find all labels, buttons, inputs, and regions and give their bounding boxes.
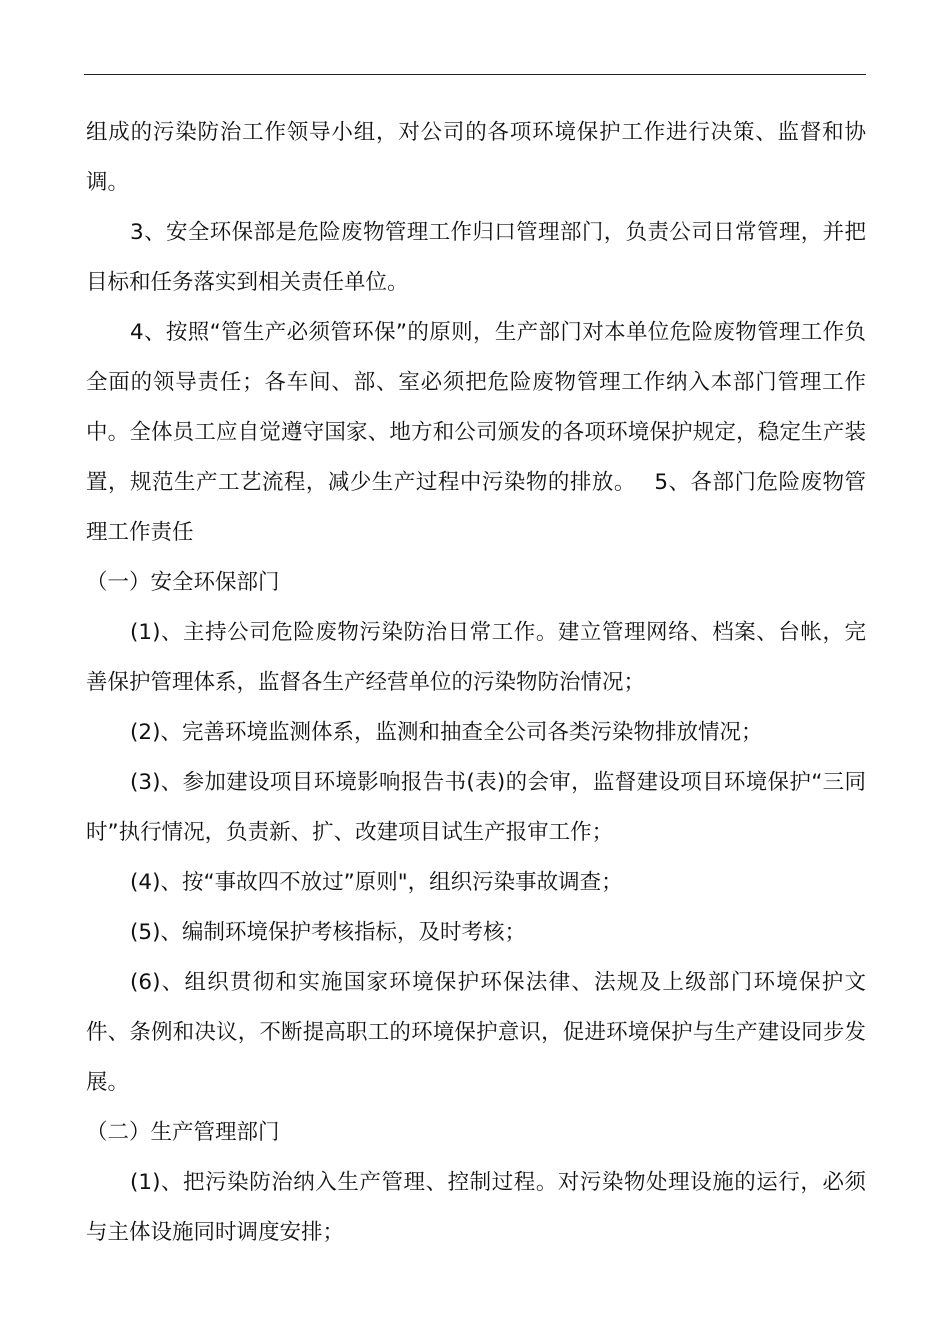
paragraph-item-3: 3、安全环保部是危险废物管理工作归口管理部门，负责公司日常管理，并把目标和任务落实到相关责任单位。 [86, 220, 866, 295]
header-rule [84, 74, 866, 75]
section-heading-safety-env-dept: （一）安全环保部门 [86, 570, 280, 595]
paragraph-duty-5: (5)、编制环境保护考核指标，及时考核； [130, 920, 526, 945]
paragraph-continuation: 组成的污染防治工作领导小组，对公司的各项环境保护工作进行决策、监督和协调。 [86, 120, 866, 195]
paragraph-item-4: 4、按照“管生产必须管环保”的原则，生产部门对本单位危险废物管理工作负全面的领导责任；各车间、部、室必须把危险废物管理工作纳入本部门管理工作中。全体员工应自觉遵守国家、地方和公司颁发的各项环境保护规定，稳定生产装置，规范生产工艺流程，减少生产过程中污染物的排放。 5、各部门危险废物管理工作责任 [86, 320, 866, 545]
document-body [86, 108, 866, 1258]
paragraph-duty-6: (6)、组织贯彻和实施国家环境保护环保法律、法规及上级部门环境保护文件、条例和决议，不断提高职工的环境保护意识，促进环境保护与生产建设同步发展。 [86, 970, 866, 1095]
paragraph-duty-3: (3)、参加建设项目环境影响报告书(表)的会审，监督建设项目环境保护“三同时”执行情况，负责新、扩、改建项目试生产报审工作； [86, 770, 866, 845]
paragraph-duty-1: (1)、主持公司危险废物污染防治日常工作。建立管理网络、档案、台帐，完善保护管理体系，监督各生产经营单位的污染物防治情况； [86, 620, 866, 695]
paragraph-duty-4: (4)、按“事故四不放过”原则"，组织污染事故调查； [130, 870, 623, 895]
paragraph-duty-2: (2)、完善环境监测体系，监测和抽查全公司各类污染物排放情况； [130, 720, 763, 745]
paragraph-production-duty-1: (1)、把污染防治纳入生产管理、控制过程。对污染物处理设施的运行，必须与主体设施同时调度安排； [86, 1170, 866, 1245]
section-heading-production-dept: （二）生产管理部门 [86, 1120, 280, 1145]
